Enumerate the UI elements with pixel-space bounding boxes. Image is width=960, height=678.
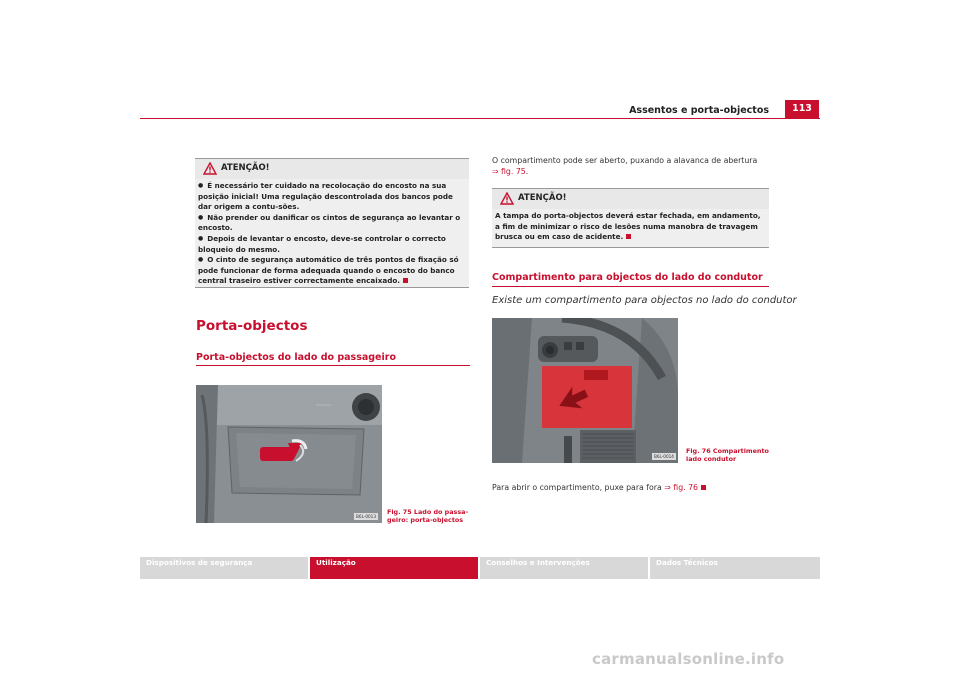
figure-76-caption	[686, 447, 769, 464]
end-mark-icon	[626, 234, 631, 239]
page-header-title: Assentos e porta-objectos	[629, 105, 769, 116]
figure-75-link[interactable]: ⇒ fig. 75	[492, 167, 526, 176]
subsection-title-driver: Compartimento para objectos do lado do condutor	[492, 272, 763, 283]
figure-75-image	[196, 385, 382, 523]
watermark: carmanualsonline.info	[592, 650, 785, 668]
warning-text: A tampa do porta-objectos deverá estar fechada, em andamento, a fim de minimizar o risco de lesões numa manobra de travagem brusca ou em caso de acidente.	[495, 211, 761, 242]
warning-box-right	[492, 188, 769, 248]
intro-end: .	[525, 167, 529, 176]
warning-item: ● Depois de levantar o encosto, deve-se controlar o correcto bloqueio do mesmo.	[198, 234, 466, 255]
header-divider	[140, 118, 820, 119]
footer-tab-dados-tecnicos[interactable]: Dados Técnicos	[656, 558, 718, 567]
warning-item-last	[198, 255, 466, 287]
caption-line: Fig. 75 Lado do passa-	[387, 508, 469, 516]
section-title: Porta-objectos	[196, 318, 308, 334]
footer-separator	[308, 557, 310, 579]
warning-body	[198, 181, 466, 287]
caption-line: Fig. 76 Compartimento	[686, 447, 769, 455]
warning-title: ATENÇÃO!	[518, 193, 567, 203]
subsection-title-passenger: Porta-objectos do lado do passageiro	[196, 352, 396, 363]
footer-tab-conselhos[interactable]: Conselhos e Intervenções	[486, 558, 590, 567]
figure-75-tag: B6L-0013	[356, 514, 376, 519]
intro-ref-line	[492, 166, 792, 177]
figure-76-link[interactable]: ⇒ fig. 76	[664, 483, 699, 492]
caption-line: geiro: porta-objectos	[387, 516, 464, 525]
footer-separator	[478, 557, 480, 579]
warning-item-text: ● O cinto de segurança automático de três pontos de fixação só pode funcionar de forma adequada quando o encosto do banco central traseiro estiver correctamente encaixado.	[198, 255, 459, 285]
caption-line: lado condutor	[686, 455, 737, 464]
outro-paragraph	[492, 482, 706, 493]
end-mark-icon	[403, 278, 408, 283]
footer-tab-utilizacao[interactable]: Utilização	[310, 557, 478, 579]
figure-76-image	[492, 318, 678, 463]
driver-compartment-illustration	[492, 318, 678, 463]
warning-box-left	[195, 158, 469, 288]
warning-triangle-icon	[500, 192, 514, 205]
glovebox-illustration	[196, 385, 382, 523]
warning-item: ● É necessário ter cuidado na recolocação do encosto na sua posição inicial! Uma regulação descontrolada dos bancos pode dar origem a contu-sões.	[198, 181, 466, 213]
figure-75-caption	[387, 508, 468, 525]
intro-line: O compartimento pode ser aberto, puxando a alavanca de abertura	[492, 156, 758, 165]
warning-body	[495, 211, 766, 243]
warning-title: ATENÇÃO!	[221, 163, 270, 173]
page-number: 113	[785, 100, 819, 118]
footer-separator	[648, 557, 650, 579]
outro-text: Para abrir o compartimento, puxe para fora	[492, 483, 662, 492]
subsection-divider	[196, 365, 470, 366]
warning-triangle-icon	[203, 162, 217, 175]
end-mark-icon	[701, 485, 706, 490]
warning-item: ● Não prender ou danificar os cintos de segurança ao levantar o encosto.	[198, 213, 466, 234]
subsection-subtitle: Existe um compartimento para objectos no lado do condutor	[492, 295, 797, 306]
intro-paragraph	[492, 155, 792, 177]
footer-tab-seguranca[interactable]: Dispositivos de segurança	[146, 558, 253, 567]
figure-76-tag: B6L-0014	[654, 454, 674, 459]
subsection-divider	[492, 286, 769, 287]
